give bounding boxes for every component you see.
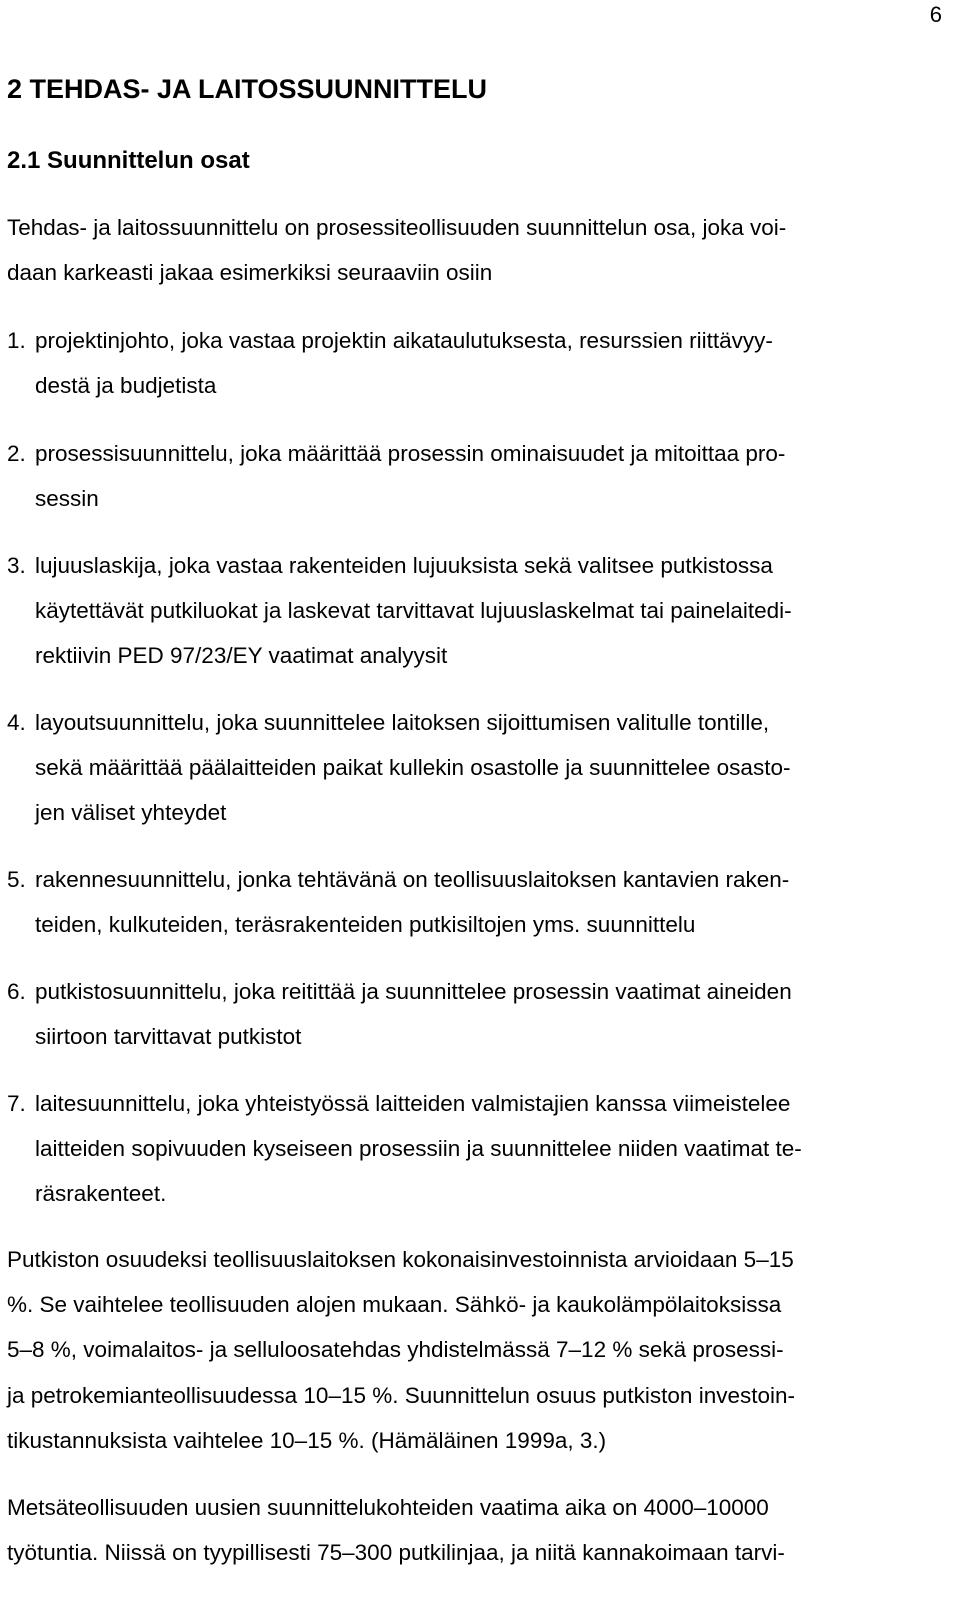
text-line: siirtoon tarvittavat putkistot: [35, 1024, 302, 1049]
text-line: sessin: [35, 486, 99, 511]
text-line: layoutsuunnittelu, joka suunnittelee laitoksen sijoittumisen valitulle tontille,: [35, 710, 770, 735]
text-line: sekä määrittää päälaitteiden paikat kullekin osastolle ja suunnittelee osasto-: [35, 755, 791, 780]
list-number: 1.: [7, 328, 26, 353]
list-number: 4.: [7, 710, 26, 735]
text-line: laitesuunnittelu, joka yhteistyössä laitteiden valmistajien kanssa viimeistelee: [35, 1091, 791, 1116]
text-line: laitteiden sopivuuden kyseiseen prosessiin ja suunnittelee niiden vaatimat te-: [35, 1136, 802, 1161]
list-number: 7.: [7, 1091, 26, 1116]
text-line: jen väliset yhteydet: [35, 800, 227, 825]
text-line: rektiivin PED 97/23/EY vaatimat analyysit: [35, 643, 448, 668]
text-line: projektinjohto, joka vastaa projektin aikataulutuksesta, resurssien riittävyy-: [35, 328, 773, 353]
section-heading: 2.1 Suunnittelun osat: [7, 147, 250, 174]
list-number: 5.: [7, 867, 26, 892]
text-line: Tehdas- ja laitossuunnittelu on prosessiteollisuuden suunnittelun osa, joka voi-: [7, 215, 787, 240]
text-line: Metsäteollisuuden uusien suunnittelukohteiden vaatima aika on 4000–10000: [7, 1495, 769, 1520]
text-line: tikustannuksista vaihtelee 10–15 %. (Hämäläinen 1999a, 3.): [7, 1428, 607, 1453]
chapter-heading: 2 TEHDAS- JA LAITOSSUUNNITTELU: [7, 74, 488, 104]
text-line: daan karkeasti jakaa esimerkiksi seuraaviin osiin: [7, 260, 493, 285]
text-line: teiden, kulkuteiden, teräsrakenteiden putkisiltojen yms. suunnittelu: [35, 912, 696, 937]
text-line: prosessisuunnittelu, joka määrittää prosessin ominaisuudet ja mitoittaa pro-: [35, 441, 786, 466]
text-line: räsrakenteet.: [35, 1181, 167, 1206]
list-number: 6.: [7, 979, 26, 1004]
text-line: 5–8 %, voimalaitos- ja selluloosatehdas yhdistelmässä 7–12 % sekä prosessi-: [7, 1337, 784, 1362]
text-line: destä ja budjetista: [35, 373, 217, 398]
text-line: lujuuslaskija, joka vastaa rakenteiden lujuuksista sekä valitsee putkistossa: [35, 553, 773, 578]
text-line: putkistosuunnittelu, joka reitittää ja suunnittelee prosessin vaatimat aineiden: [35, 979, 792, 1004]
text-line: Putkiston osuudeksi teollisuuslaitoksen kokonaisinvestoinnista arvioidaan 5–15: [7, 1247, 794, 1272]
page-number: 6: [929, 2, 942, 27]
text-line: %. Se vaihtelee teollisuuden alojen mukaan. Sähkö- ja kaukolämpölaitoksissa: [7, 1292, 782, 1317]
list-number: 2.: [7, 441, 26, 466]
text-line: rakennesuunnittelu, jonka tehtävänä on teollisuuslaitoksen kantavien raken-: [35, 867, 790, 892]
list-number: 3.: [7, 553, 26, 578]
text-line: ja petrokemianteollisuudessa 10–15 %. Suunnittelun osuus putkiston investoin-: [7, 1383, 795, 1408]
text-line: käytettävät putkiluokat ja laskevat tarvittavat lujuuslaskelmat tai painelaitedi-: [35, 598, 792, 623]
text-line: työtuntia. Niissä on tyypillisesti 75–300 putkilinjaa, ja niitä kannakoimaan tarvi-: [7, 1540, 785, 1565]
